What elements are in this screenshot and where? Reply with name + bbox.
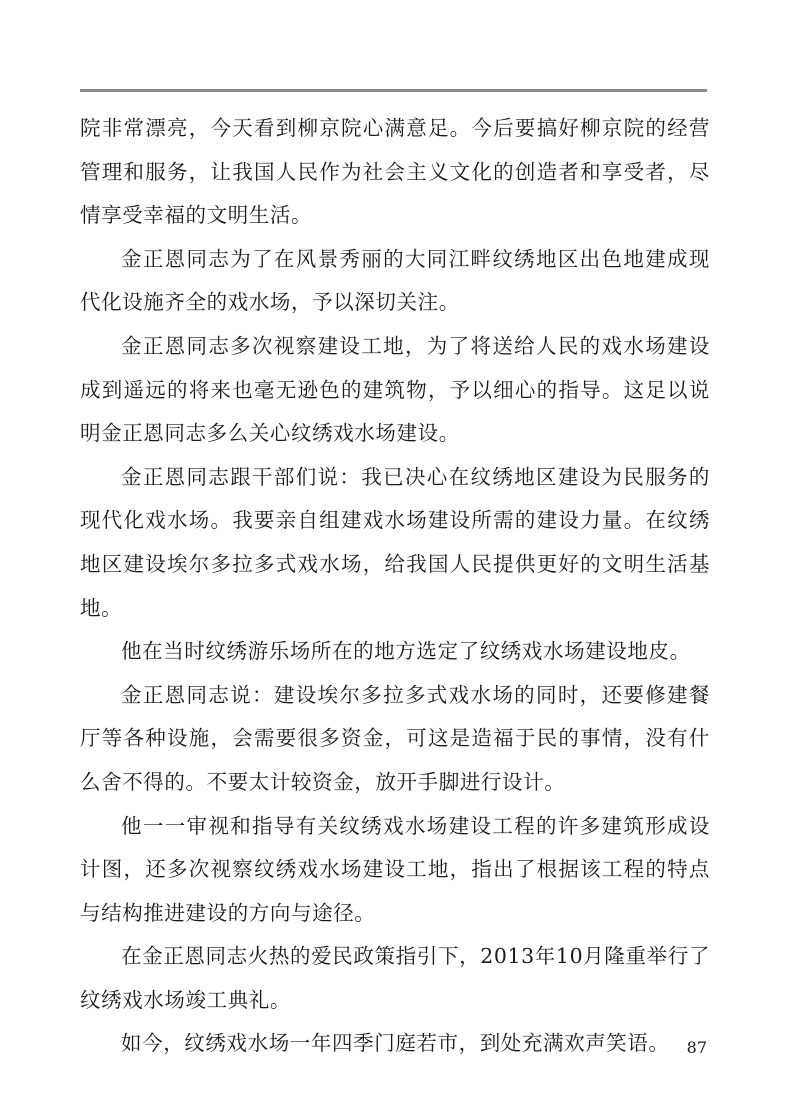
paragraph-continued: 院非常漂亮，今天看到柳京院心满意足。今后要搞好柳京院的经营管理和服务，让我国人民作为社会主义文化的创造者和享受者，尽情享受幸福的文明生活。 <box>80 116 710 228</box>
body-text <box>80 107 710 1066</box>
paragraph: 金正恩同志为了在风景秀丽的大同江畔纹绣地区出色地建成现代化设施齐全的戏水场，予以深切关注。 <box>80 246 710 315</box>
paragraph: 金正恩同志说：建设埃尔多拉多式戏水场的同时，还要修建餐厅等各种设施，会需要很多资金，可这是造福于民的事情，没有什么舍不得的。不要太计较资金，放开手脚进行设计。 <box>80 682 710 794</box>
paragraph: 他一一审视和指导有关纹绣戏水场建设工程的许多建筑形成设计图，还多次视察纹绣戏水场建设工地，指出了根据该工程的特点与结构推进建设的方向与途径。 <box>80 813 710 925</box>
paragraph: 在金正恩同志火热的爱民政策指引下，2013年10月隆重举行了纹绣戏水场竣工典礼。 <box>80 944 710 1012</box>
paragraph: 他在当时纹绣游乐场所在的地方选定了纹绣戏水场建设地皮。 <box>121 639 691 664</box>
header-rule <box>80 89 707 92</box>
paragraph: 如今，纹绣戏水场一年四季门庭若市，到处充满欢声笑语。 <box>121 1031 670 1056</box>
paragraph: 金正恩同志多次视察建设工地，为了将送给人民的戏水场建设成到遥远的将来也毫无逊色的建筑物，予以细心的指导。这足以说明金正恩同志多么关心纹绣戏水场建设。 <box>80 333 710 446</box>
page-number: 87 <box>686 1038 707 1057</box>
paragraph: 金正恩同志跟干部们说：我已决心在纹绣地区建设为民服务的现代化戏水场。我要亲自组建戏水场建设所需的建设力量。在纹绣地区建设埃尔多拉多式戏水场，给我国人民提供更好的文明生活基地。 <box>80 464 710 620</box>
